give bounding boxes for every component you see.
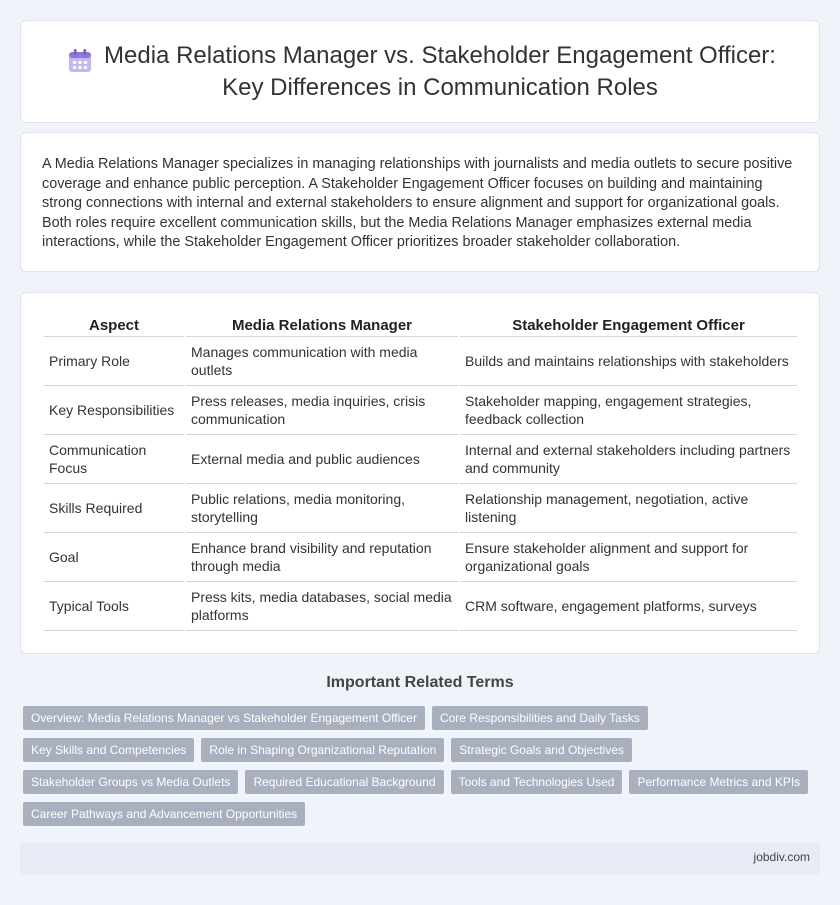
table-cell-aspect: Communication Focus <box>44 435 184 484</box>
column-header-media-relations-manager: Media Relations Manager <box>186 315 458 337</box>
table-cell-stakeholder: Relationship management, negotiation, active listening <box>460 484 797 533</box>
footer <box>20 842 820 874</box>
comparison-table <box>42 315 799 631</box>
related-terms-list <box>23 706 823 826</box>
table-cell-media: External media and public audiences <box>186 435 458 484</box>
related-terms-heading: Important Related Terms <box>326 674 514 691</box>
table-cell-stakeholder: Builds and maintains relationships with stakeholders <box>460 337 797 386</box>
table-cell-aspect: Key Responsibilities <box>44 386 184 435</box>
table-cell-aspect: Skills Required <box>44 484 184 533</box>
related-term-tag[interactable]: Core Responsibilities and Daily Tasks <box>432 706 648 730</box>
table-cell-media: Press kits, media databases, social media platforms <box>186 582 458 631</box>
table-cell-media: Press releases, media inquiries, crisis communication <box>186 386 458 435</box>
table-cell-stakeholder: Stakeholder mapping, engagement strategies, feedback collection <box>460 386 797 435</box>
table-cell-stakeholder: Internal and external stakeholders including partners and community <box>460 435 797 484</box>
related-term-tag[interactable]: Role in Shaping Organizational Reputation <box>201 738 444 762</box>
table-cell-media: Public relations, media monitoring, storytelling <box>186 484 458 533</box>
related-term-tag[interactable]: Overview: Media Relations Manager vs Stakeholder Engagement Officer <box>23 706 425 730</box>
related-term-tag[interactable]: Performance Metrics and KPIs <box>629 770 808 794</box>
table-row <box>44 337 797 386</box>
table-header-row <box>44 315 797 337</box>
related-term-tag[interactable]: Key Skills and Competencies <box>23 738 194 762</box>
table-row <box>44 582 797 631</box>
table-cell-aspect: Primary Role <box>44 337 184 386</box>
table-row <box>44 386 797 435</box>
table-row <box>44 435 797 484</box>
table-row <box>44 533 797 582</box>
title-card <box>20 20 820 123</box>
table-cell-media: Enhance brand visibility and reputation through media <box>186 533 458 582</box>
table-cell-aspect: Goal <box>44 533 184 582</box>
table-cell-aspect: Typical Tools <box>44 582 184 631</box>
related-term-tag[interactable]: Required Educational Background <box>245 770 443 794</box>
related-term-tag[interactable]: Strategic Goals and Objectives <box>451 738 632 762</box>
column-header-stakeholder-engagement-officer: Stakeholder Engagement Officer <box>460 315 797 337</box>
related-term-tag[interactable]: Stakeholder Groups vs Media Outlets <box>23 770 238 794</box>
table-cell-media: Manages communication with media outlets <box>186 337 458 386</box>
intro-paragraph: A Media Relations Manager specializes in managing relationships with journalists and media outlets to secure positive coverage and enhance public perception. A Stakeholder Engagement Officer focuses on building and maintaining strong connections with internal and external stakeholders to ensure alignment and support for organizational goals. Both roles require excellent communication skills, but the Media Relations Manager emphasizes external media interactions, while the Stakeholder Engagement Officer prioritizes broader stakeholder collaboration. <box>42 156 793 251</box>
table-cell-stakeholder: CRM software, engagement platforms, surveys <box>460 582 797 631</box>
comparison-card <box>20 292 820 654</box>
footer-site-link[interactable]: jobdiv.com <box>753 850 810 864</box>
related-term-tag[interactable]: Tools and Technologies Used <box>451 770 623 794</box>
column-header-aspect: Aspect <box>44 315 184 337</box>
related-term-tag[interactable]: Career Pathways and Advancement Opportunities <box>23 802 305 826</box>
table-row <box>44 484 797 533</box>
intro-card <box>20 132 820 272</box>
table-cell-stakeholder: Ensure stakeholder alignment and support for organizational goals <box>460 533 797 582</box>
page-title: Media Relations Manager vs. Stakeholder Engagement Officer: Key Differences in Communication Roles <box>104 41 776 101</box>
